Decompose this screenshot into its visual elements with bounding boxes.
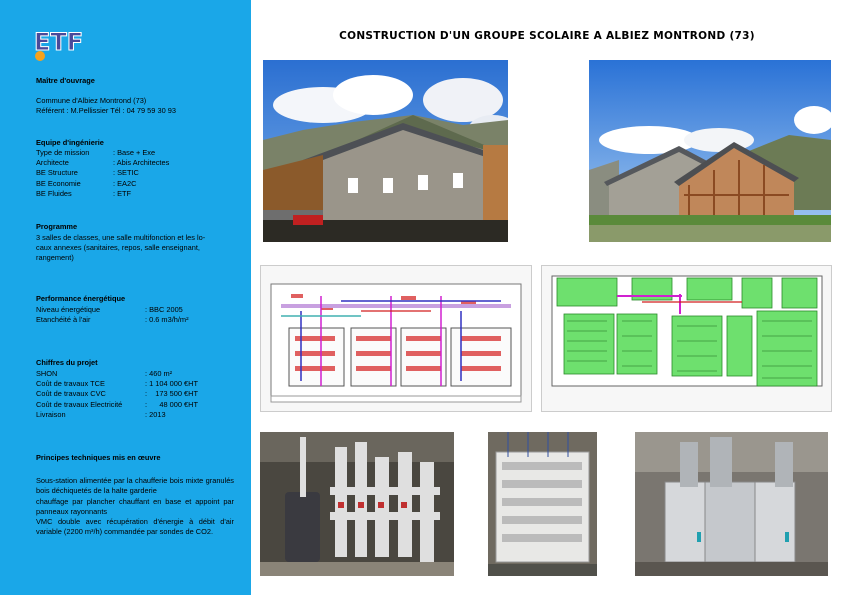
equipe-row <box>36 148 169 158</box>
chiffres-row <box>36 410 198 420</box>
chiffres-row <box>36 369 198 379</box>
row-label: Etanchéité à l'air <box>36 315 91 325</box>
chiffres-row <box>36 389 198 399</box>
row-value: : EA2C <box>113 178 137 188</box>
ventilation-plan <box>260 265 532 412</box>
row-label: BE Structure <box>36 168 78 178</box>
equipe-row <box>36 179 169 189</box>
programme-line: 3 salles de classes, une salle multifonction et les lo- <box>36 233 206 242</box>
principes-heading: Principes techniques mis en œuvre <box>36 453 161 462</box>
performance-row <box>36 305 189 315</box>
air-handling-unit-photo <box>635 432 828 576</box>
row-value: : BBC 2005 <box>145 305 183 314</box>
row-value: : 0.6 m3/h/m² <box>145 315 189 325</box>
row-value: : 173 500 €HT <box>145 389 198 399</box>
row-label: Coût de travaux Electricité <box>36 399 123 409</box>
equipe-row <box>36 189 169 199</box>
row-value: : 48 000 €HT <box>145 399 198 409</box>
performance-list <box>36 305 189 325</box>
programme-line: rangement) <box>36 253 74 262</box>
referent-text: Référent : M.Pellissier Tél : 04 79 59 30 93 <box>36 106 176 115</box>
exterior-photo-right <box>589 60 831 242</box>
performance-row <box>36 315 189 325</box>
performance-heading: Performance énergétique <box>36 294 126 303</box>
row-label: Niveau énergétique <box>36 305 101 314</box>
electrical-panel-photo <box>488 432 597 576</box>
equipe-list <box>36 148 169 199</box>
row-value: : ETF <box>113 188 132 198</box>
chiffres-row <box>36 379 198 389</box>
chiffres-row <box>36 400 198 410</box>
etf-logo <box>30 24 110 66</box>
row-value: : SETIC <box>113 168 139 178</box>
row-label: Livraison <box>36 409 66 419</box>
principes-text-3: VMC double avec récupération d'énergie à débit d'air variable (2200 m³/h) commandée par sondes de CO2. <box>36 517 234 537</box>
logo-text: ETF <box>34 28 84 56</box>
equipe-heading: Equipe d'ingénierie <box>36 138 104 147</box>
chiffres-heading: Chiffres du projet <box>36 358 98 367</box>
programme-line: caux annexes (sanitaires, repos, salle enseignant, <box>36 243 200 252</box>
row-label: SHON <box>36 369 58 378</box>
principes-text-2: chauffage par plancher chauffant en base et appoint par panneaux rayonnants <box>36 497 234 517</box>
chiffres-list <box>36 369 198 420</box>
row-label: BE Fluides <box>36 188 72 198</box>
programme-heading: Programme <box>36 222 78 231</box>
row-label: BE Economie <box>36 178 81 188</box>
row-label: Coût de travaux TCE <box>36 379 105 389</box>
row-label: Architecte <box>36 158 69 168</box>
equipe-row <box>36 158 169 168</box>
floor-heating-plan <box>541 265 832 412</box>
row-value: : 1 104 000 €HT <box>145 379 199 389</box>
row-value: : Abis Architectes <box>113 158 170 168</box>
boiler-room-photo <box>260 432 454 576</box>
row-label: Coût de travaux CVC <box>36 389 106 399</box>
equipe-row <box>36 168 169 178</box>
principes-text-1: Sous-station alimentée par la chaufferie bois mixte granulés bois déchiquetés de la halte garderie <box>36 476 234 496</box>
page-title: CONSTRUCTION D'UN GROUPE SCOLAIRE A ALBIEZ MONTROND (73) <box>339 30 755 42</box>
row-value: : 2013 <box>145 409 166 419</box>
maitre-ouvrage-heading: Maître d'ouvrage <box>36 76 95 85</box>
commune-text: Commune d'Albiez Montrond (73) <box>36 96 147 105</box>
row-label: Type de mission <box>36 148 90 157</box>
row-value: : 460 m² <box>145 369 173 378</box>
row-value: : Base + Exe <box>113 148 156 157</box>
exterior-photo-left <box>263 60 508 242</box>
info-sidebar <box>0 0 251 595</box>
